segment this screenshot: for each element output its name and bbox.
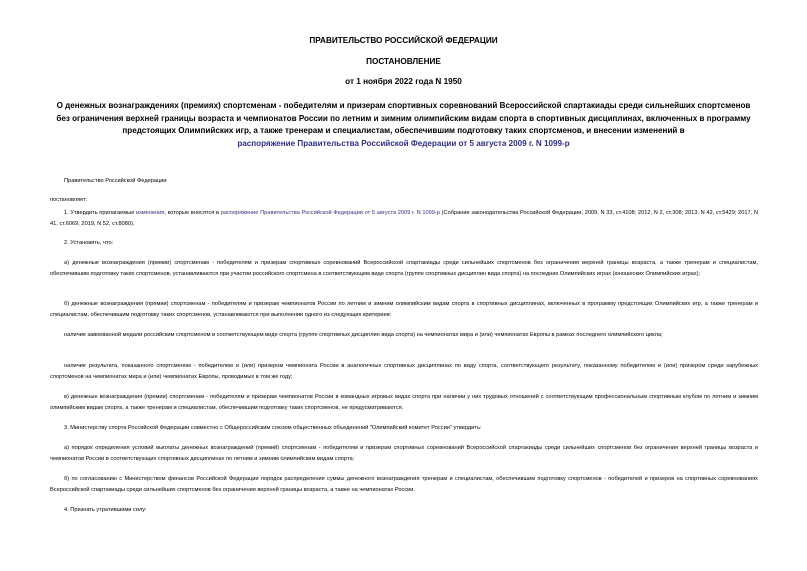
p1-text-mid: , которые вносятся в bbox=[164, 210, 220, 216]
title-link-order-1099[interactable]: распоряжение Правительства Российской Федерации от 5 августа 2009 г. N 1099-р bbox=[237, 138, 570, 148]
paragraph-2a: а) денежные вознаграждения (премии) спортсменам - победителям и призерам спортивных соревнований Всероссийской спартакиады среди сильнейших спортсменов без ограничения верхней границы возраста, а также тренерам и специалистам, обеспечившим подготовку таких спортсменов, устанавливаются при участии российского спортсмена в соответствующем виде спорта (группе спортивных дисциплин вида спорта) на последних Олимпийских играх (юношеских Олимпийских играх); bbox=[50, 260, 758, 277]
paragraph-4: 4. Признать утратившими силу: bbox=[64, 507, 147, 513]
paragraph-2b-criterion-2: наличие результата, показанного спортсменом - победителем и (или) призером чемпионата России в аналогичных спортивных дисциплинах по виду спорта, соответствующего результату, показанному победителем и (или) призером среди зарубежных спортсменов на чемпионатах мира и (или) чемпионатах Европы, проводимых в том же году; bbox=[50, 363, 758, 380]
p1-text-start: 1. Утвердить прилагаемые bbox=[64, 210, 135, 216]
title-text: О денежных вознаграждениях (премиях) спортсменам - победителям и призерам спортивных соревнований Всероссийской спартакиады среди сильнейших спортсменов без ограничения верхней границы возраста и чемпионатов России по летним и зимним олимпийским видам спорта в спортивных дисциплинах, включенных в программу предстоящих Олимпийских игр, а также тренерам и специалистам, обеспечившим подготовку таких спортсменов, и внесении изменений в bbox=[56, 101, 751, 135]
government-heading: ПРАВИТЕЛЬСТВО РОССИЙСКОЙ ФЕДЕРАЦИИ bbox=[309, 36, 498, 45]
document-date-number: от 1 ноября 2022 года N 1950 bbox=[345, 77, 462, 86]
intro-paragraph: Правительство Российской Федерации bbox=[64, 178, 167, 184]
paragraph-2: 2. Установить, что: bbox=[64, 240, 114, 246]
order-1099-link[interactable]: распоряжение Правительства Российской Федерации от 5 августа 2009 г. N 1099-р bbox=[220, 210, 440, 216]
changes-link[interactable]: изменения bbox=[136, 210, 165, 216]
paragraph-2b: б) денежные вознаграждения (премии) спортсменам - победителям и призерам чемпионатов России по летним и зимним олимпийским видам спорта в спортивных дисциплинах, включенных в программу предстоящих Олимпийских игр, а также тренерам и специалистам, обеспечившим подготовку таких спортсменов, устанавливаются при выполнении одного из следующих критериев: bbox=[50, 301, 758, 318]
paragraph-3b: б) по согласованию с Министерством финансов Российской Федерации порядок распределения суммы денежного вознаграждения тренерам и специалистам, обеспечившим подготовку спортсменов - победителей и призеров на спортивных соревнованиях Всероссийской спартакиады среди сильнейших спортсменов без ограничения верхней границы возраста, а также на чемпионатах России. bbox=[50, 476, 758, 493]
paragraph-2b-criterion-1: наличие завоеванной медали российским спортсменом в соответствующем виде спорта (группе спортивных дисциплин вида спорта) на чемпионатах мира и (или) чемпионатах Европы в рамках последнего олимпийского цикла; bbox=[64, 332, 663, 338]
document-type-heading: ПОСТАНОВЛЕНИЕ bbox=[366, 57, 441, 66]
paragraph-2c: в) денежные вознаграждения (премии) спортсменам - победителям и призерам чемпионатов России в командных игровых видах спорта при наличии у них трудовых отношений с соответствующим профессиональным спортивным клубом по летним и зимним олимпийским видам спорта, а также тренерам и специалистам, обеспечившим подготовку таких спортсменов, не предусматриваются. bbox=[50, 394, 758, 411]
decrees-paragraph: постановляет: bbox=[50, 197, 88, 203]
document-title bbox=[50, 100, 757, 150]
p1-text-end: (Собрание законодательства Российской Федерации, 2009, N 33, ст.4108; 2012, N 2, ст.308; 2013, N 42, ст.5429; 2017, N 41, ст.6069; 2019, N 52, ст.8080). bbox=[50, 210, 758, 227]
paragraph-3: 3. Министерству спорта Российской Федерации совместно с Общероссийским союзом общественных объединений "Олимпийский комитет России" утвердить: bbox=[64, 425, 482, 431]
paragraph-1 bbox=[50, 208, 758, 229]
paragraph-3a: а) порядок определения условий выплаты денежных вознаграждений (премий) спортсменам - победителям и призерам спортивных соревнований Всероссийской спартакиады среди сильнейших спортсменов без ограничения верхней границы возраста и чемпионатов России в соответствующих спортивных дисциплинах по летним и зимним олимпийским видам спорта; bbox=[50, 445, 758, 462]
